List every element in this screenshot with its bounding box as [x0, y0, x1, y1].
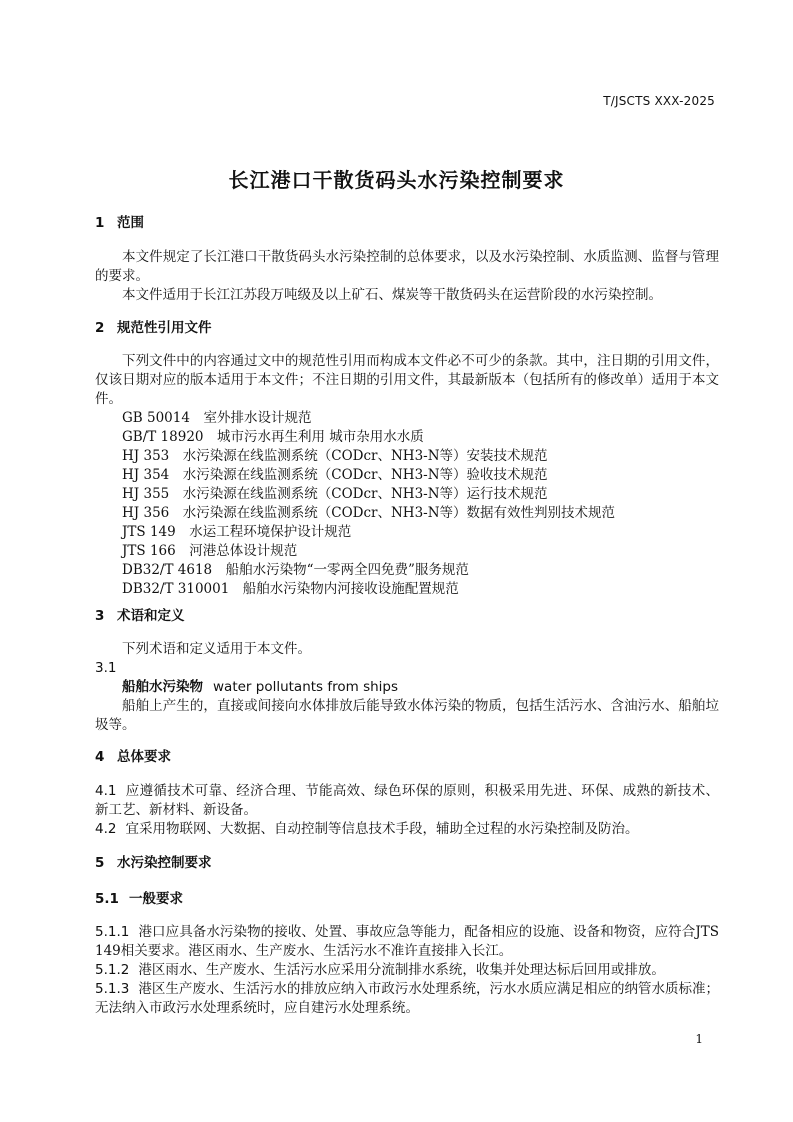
- section-number: 4: [95, 749, 105, 765]
- clause-text: 港区生产废水、生活污水的排放应纳入市政污水处理系统，污水水质应满足相应的纳管水质标准；无法纳入市政污水处理系统时，应自建污水处理系统。: [95, 981, 719, 1016]
- clause: [95, 980, 719, 1018]
- clause-number: 4.2: [95, 821, 117, 837]
- term-entry: [95, 678, 719, 697]
- section-number: 3: [95, 608, 105, 624]
- section-3-heading: [95, 607, 719, 626]
- document-title: 长江港口干散货码头水污染控制要求: [228, 168, 565, 192]
- reference-item: GB 50014 室外排水设计规范: [122, 410, 312, 426]
- section-title: 总体要求: [117, 749, 171, 765]
- clause: [95, 782, 719, 820]
- clause-text: 港口应具备水污染物的接收、处置、事故应急等能力，配备相应的设施、设备和物资，应符合JTS 149相关要求。港区雨水、生产废水、生活污水不准许直接排入长江。: [95, 924, 719, 959]
- paragraph: 本文件适用于长江江苏段万吨级及以上矿石、煤炭等干散货码头在运营阶段的水污染控制。: [122, 287, 662, 303]
- clause: [95, 820, 719, 839]
- reference-item: JTS 166 河港总体设计规范: [122, 543, 298, 559]
- section-title: 范围: [117, 215, 144, 231]
- clause-number: 4.1: [95, 783, 117, 799]
- paragraph: 下列文件中的内容通过文中的规范性引用而构成本文件必不可少的条款。其中，注日期的引用文件，仅该日期对应的版本适用于本文件；不注日期的引用文件，其最新版本（包括所有的修改单）适用于本文件。: [95, 353, 719, 407]
- clause: [95, 961, 719, 980]
- reference-item: JTS 149 水运工程环境保护设计规范: [122, 524, 352, 540]
- section-2-body: [95, 352, 719, 599]
- subsection-number: 5.1: [95, 891, 119, 907]
- term-definition: 船舶上产生的，直接或间接向水体排放后能导致水体污染的物质，包括生活污水、含油污水、船舶垃圾等。: [95, 698, 719, 733]
- subsection-title: 一般要求: [129, 891, 183, 907]
- section-title: 水污染控制要求: [117, 855, 212, 871]
- section-title: 术语和定义: [117, 608, 185, 624]
- paragraph: 本文件规定了长江港口干散货码头水污染控制的总体要求，以及水污染控制、水质监测、监督与管理的要求。: [95, 249, 719, 284]
- section-4-heading: [95, 748, 719, 767]
- term-chinese: 船舶水污染物: [122, 679, 203, 695]
- clause-text: 港区雨水、生产废水、生活污水应采用分流制排水系统，收集并处理达标后回用或排放。: [138, 962, 665, 978]
- clause-number: 5.1.1: [95, 924, 130, 940]
- section-4-body: [95, 782, 719, 839]
- reference-item: DB32/T 4618 船舶水污染物“一零两全四免费”服务规范: [122, 562, 469, 578]
- standard-code: T/JSCTS XXX-2025: [603, 94, 715, 108]
- reference-item: HJ 356 水污染源在线监测系统（CODcr、NH3-N等）数据有效性判别技术规范: [122, 505, 616, 521]
- clause-text: 应遵循技术可靠、经济合理、节能高效、绿色环保的原则，积极采用先进、环保、成熟的新技术、新工艺、新材料、新设备。: [95, 783, 719, 818]
- clause-number: 5.1.3: [95, 981, 130, 997]
- section-title: 规范性引用文件: [117, 320, 212, 336]
- section-number: 2: [95, 320, 105, 336]
- section-5-heading: [95, 854, 719, 873]
- term-english: water pollutants from ships: [213, 679, 399, 695]
- clause-number: 5.1.2: [95, 962, 130, 978]
- reference-item: HJ 354 水污染源在线监测系统（CODcr、NH3-N等）验收技术规范: [122, 467, 548, 483]
- section-3-body: [95, 640, 719, 735]
- section-number: 5: [95, 855, 105, 871]
- term-number: 3.1: [95, 660, 117, 676]
- section-1-body: [95, 248, 719, 305]
- section-2-heading: [95, 319, 719, 338]
- subsection-5-1-heading: [95, 890, 719, 909]
- section-1-heading: [95, 214, 719, 233]
- section-5-body: [95, 923, 719, 1018]
- reference-item: HJ 355 水污染源在线监测系统（CODcr、NH3-N等）运行技术规范: [122, 486, 548, 502]
- reference-item: DB32/T 310001 船舶水污染物内河接收设施配置规范: [122, 581, 459, 597]
- paragraph: 下列术语和定义适用于本文件。: [122, 641, 311, 657]
- clause-text: 宜采用物联网、大数据、自动控制等信息技术手段，辅助全过程的水污染控制及防治。: [125, 821, 639, 837]
- clause: [95, 923, 719, 961]
- reference-item: GB/T 18920 城市污水再生利用 城市杂用水水质: [122, 429, 424, 445]
- page-number: 1: [695, 1032, 703, 1046]
- reference-item: HJ 353 水污染源在线监测系统（CODcr、NH3-N等）安装技术规范: [122, 448, 548, 464]
- section-number: 1: [95, 215, 105, 231]
